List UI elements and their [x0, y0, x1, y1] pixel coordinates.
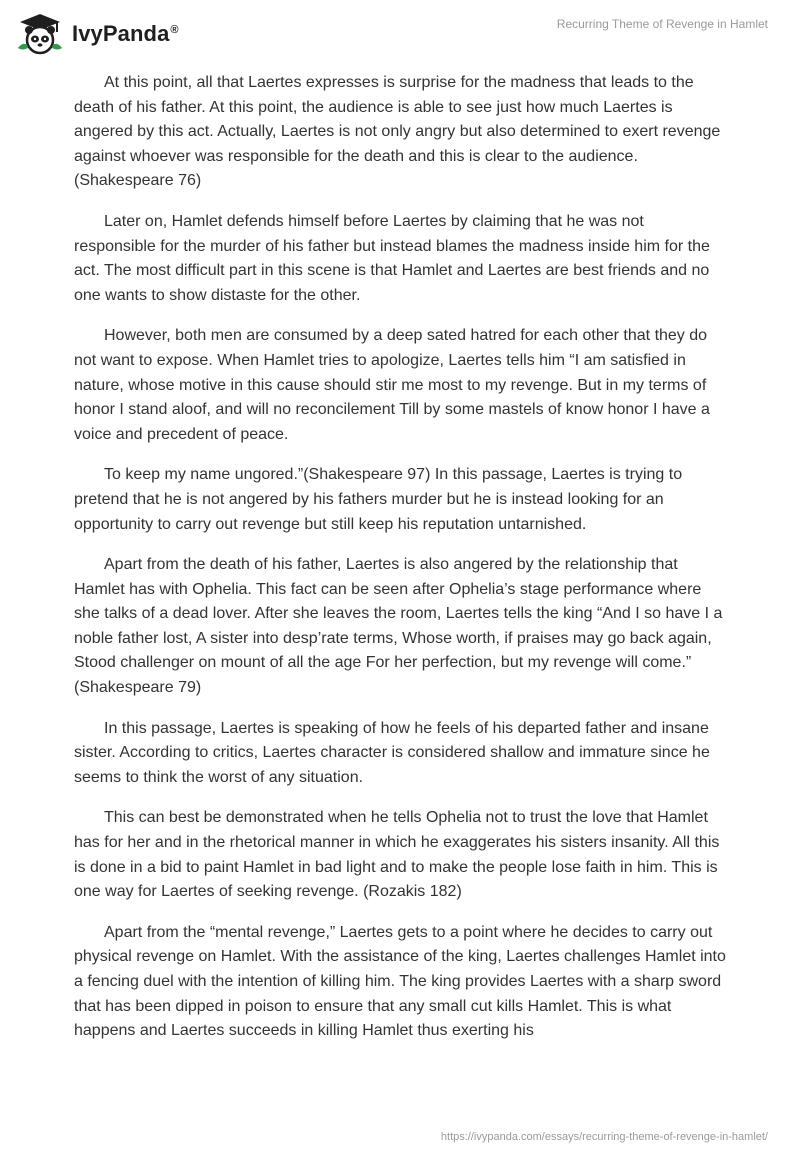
paragraph: However, both men are consumed by a deep sated hatred for each other that they do not want to expose. When Hamlet tries to apologize, Laertes tells him “I am satisfied in nature, whose motive in this cause should stir me most to my revenge. But in my terms of honor I stand aloof, and will no reconcilement Till by some mastels of know honor I have a voice and precedent of peace. [74, 327, 710, 443]
page-header [0, 0, 800, 64]
paragraph: Apart from the “mental revenge,” Laertes gets to a point where he decides to carry out physical revenge on Hamlet. With the assistance of the king, Laertes challenges Hamlet into a fencing duel with the intention of killing him. The king provides Laertes with a sharp sword that has been dipped in poison to ensure that any small cut kills Hamlet. This is what happens and Laertes succeeds in killing Hamlet thus exerting his [74, 923, 726, 1040]
document-title: Recurring Theme of Revenge in Hamlet [556, 17, 768, 31]
paragraph: In this passage, Laertes is speaking of how he feels of his departed father and insane sister. According to critics, Laertes character is considered shallow and immature since he seems to think the worst of any situation. [74, 719, 710, 786]
ivypanda-logo[interactable] [14, 12, 179, 56]
paragraph: To keep my name ungored.”(Shakespeare 97) In this passage, Laertes is trying to pretend that he is not angered by his fathers murder but he is instead looking for an opportunity to carry out revenge but still keep his reputation untarnished. [74, 466, 683, 533]
essay-body [74, 71, 730, 1060]
panda-graduation-cap-icon [14, 12, 66, 56]
paragraph: This can best be demonstrated when he tells Ophelia not to trust the love that Hamlet has for her and in the rhetorical manner in which he exaggerates his sisters insanity. All this is done in a bid to paint Hamlet in bad light and to make the people lose faith in him. This is one way for Laertes of seeking revenge. (Rozakis 182) [74, 809, 720, 901]
source-url[interactable]: https://ivypanda.com/essays/recurring-theme-of-revenge-in-hamlet/ [440, 1131, 768, 1143]
brand-name [72, 21, 179, 47]
paragraph: Apart from the death of his father, Laertes is also angered by the relationship that Hamlet has with Ophelia. This fact can be seen after Ophelia’s stage performance where she talks of a dead lover. After she leaves the room, Laertes tells the king “And I so have I a noble father lost, A sister into desp’rate terms, Whose worth, if praises may go back again, Stood challenger on mount of all the age For her perfection, but my revenge will come.” (Shakespeare 79) [74, 556, 723, 697]
brand-name-text: IvyPanda [72, 21, 170, 46]
registered-mark: ® [170, 23, 179, 36]
paragraph: At this point, all that Laertes expresses is surprise for the madness that leads to the death of his father. At this point, the audience is able to see just how much Laertes is angered by this act. Actually, Laertes is not only angry but also determined to exert revenge against whoever was responsible for the death and this is clear to the audience. (Shakespeare 76) [74, 74, 721, 190]
paragraph: Later on, Hamlet defends himself before Laertes by claiming that he was not responsible for the murder of his father but instead blames the madness inside him for the act. The most difficult part in this scene is that Hamlet and Laertes are best friends and no one wants to show distaste for the other. [74, 212, 710, 304]
